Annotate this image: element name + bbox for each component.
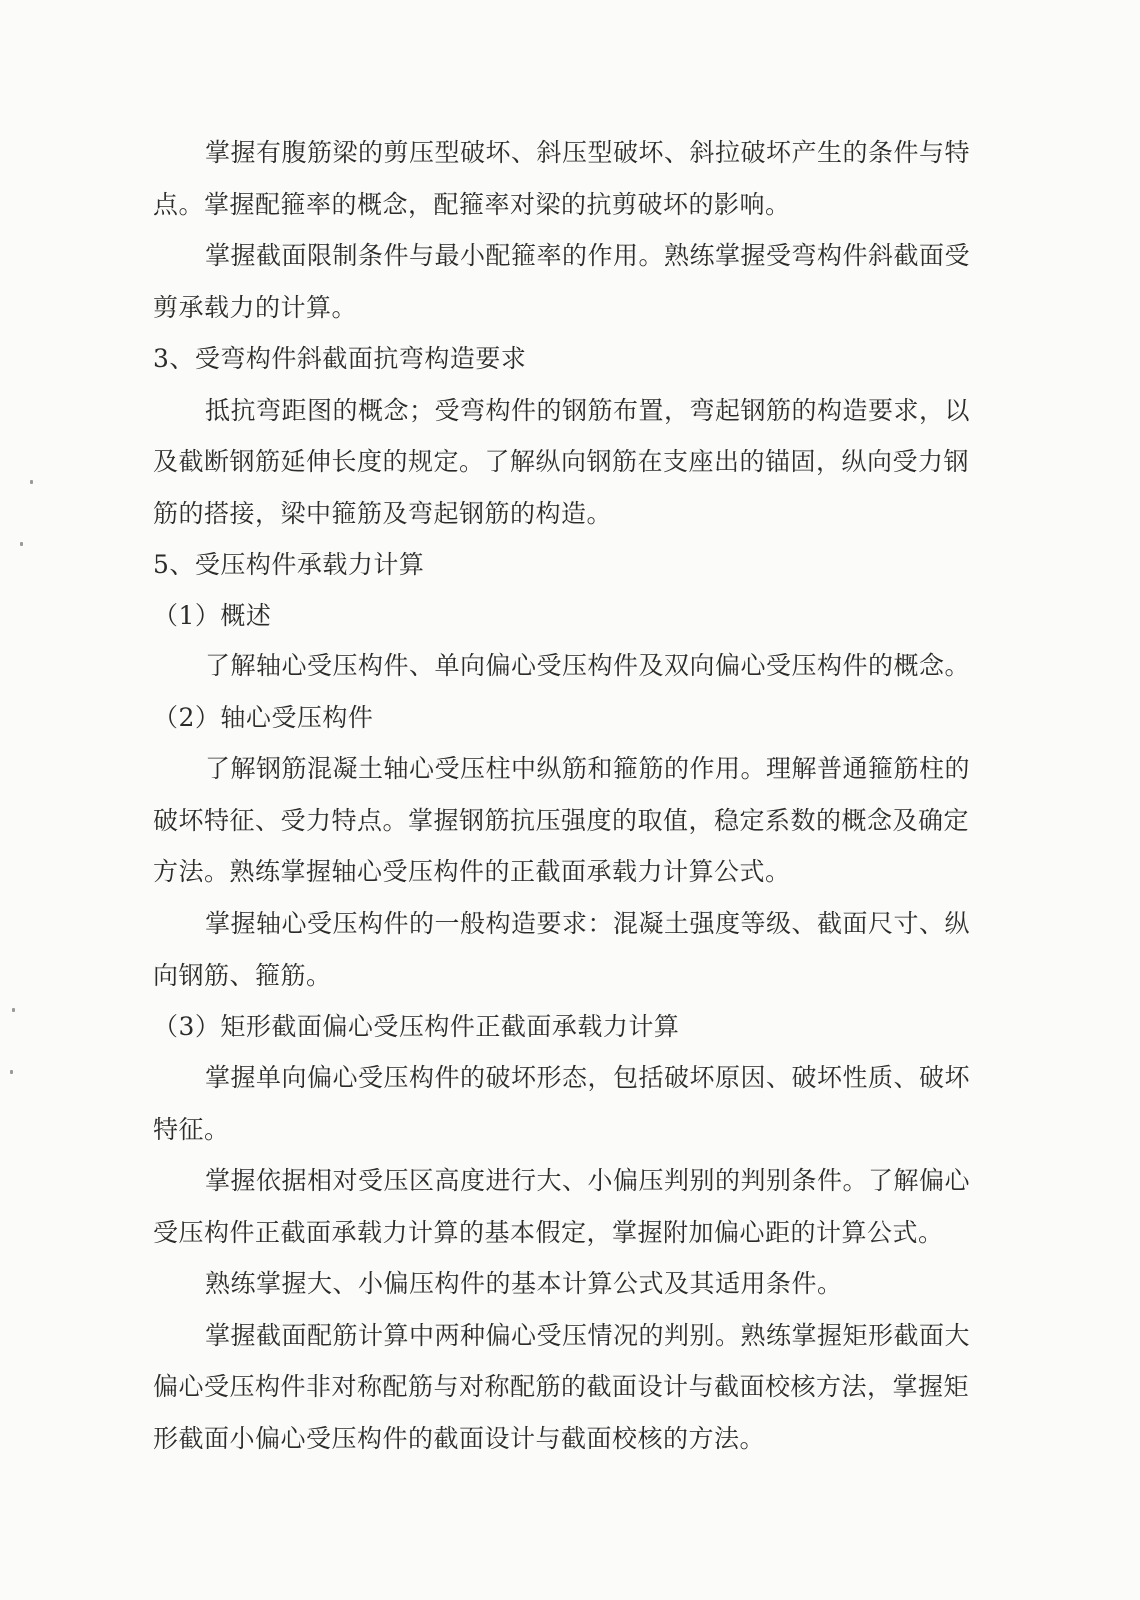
paragraph-line: 受压构件正截面承载力计算的基本假定，掌握附加偏心距的计算公式。 bbox=[153, 1218, 944, 1247]
paragraph-line: 向钢筋、箍筋。 bbox=[153, 961, 332, 990]
paragraph-line: 了解钢筋混凝土轴心受压柱中纵筋和箍筋的作用。理解普通箍筋柱的 bbox=[205, 754, 971, 783]
subsection-heading: （2）轴心受压构件 bbox=[153, 703, 374, 732]
paragraph-line: 点。掌握配箍率的概念，配箍率对梁的抗剪破坏的影响。 bbox=[153, 190, 791, 219]
scan-speck bbox=[10, 1070, 13, 1074]
section-heading: 5、受压构件承载力计算 bbox=[153, 550, 425, 579]
paragraph-line: 特征。 bbox=[153, 1115, 230, 1144]
paragraph-line: 抵抗弯距图的概念；受弯构件的钢筋布置，弯起钢筋的构造要求，以 bbox=[205, 396, 971, 425]
subsection-heading: （1）概述 bbox=[153, 601, 272, 630]
paragraph-line: 掌握截面限制条件与最小配箍率的作用。熟练掌握受弯构件斜截面受 bbox=[205, 241, 971, 270]
paragraph-line: 偏心受压构件非对称配筋与对称配筋的截面设计与截面校核方法，掌握矩 bbox=[153, 1372, 970, 1401]
scan-speck bbox=[20, 542, 23, 546]
paragraph-line: 掌握轴心受压构件的一般构造要求：混凝土强度等级、截面尺寸、纵 bbox=[205, 909, 971, 938]
paragraph-line: 及截断钢筋延伸长度的规定。了解纵向钢筋在支座出的锚固，纵向受力钢 bbox=[153, 447, 970, 476]
paragraph-line: 掌握依据相对受压区高度进行大、小偏压判别的判别条件。了解偏心 bbox=[205, 1166, 971, 1195]
paragraph-line: 掌握截面配筋计算中两种偏心受压情况的判别。熟练掌握矩形截面大 bbox=[205, 1321, 971, 1350]
paragraph-line: 剪承载力的计算。 bbox=[153, 293, 358, 322]
paragraph-line: 熟练掌握大、小偏压构件的基本计算公式及其适用条件。 bbox=[205, 1269, 843, 1298]
paragraph-line: 形截面小偏心受压构件的截面设计与截面校核的方法。 bbox=[153, 1424, 766, 1453]
paragraph-line: 方法。熟练掌握轴心受压构件的正截面承载力计算公式。 bbox=[153, 857, 791, 886]
scan-speck bbox=[12, 1008, 15, 1012]
section-heading: 3、受弯构件斜截面抗弯构造要求 bbox=[153, 344, 527, 373]
paragraph-line: 筋的搭接，梁中箍筋及弯起钢筋的构造。 bbox=[153, 499, 613, 528]
subsection-heading: （3）矩形截面偏心受压构件正截面承载力计算 bbox=[153, 1012, 680, 1041]
paragraph-line: 破坏特征、受力特点。掌握钢筋抗压强度的取值，稳定系数的概念及确定 bbox=[153, 806, 970, 835]
scan-speck bbox=[30, 480, 33, 484]
paragraph-line: 掌握单向偏心受压构件的破坏形态，包括破坏原因、破坏性质、破坏 bbox=[205, 1063, 971, 1092]
paragraph-line: 掌握有腹筋梁的剪压型破坏、斜压型破坏、斜拉破坏产生的条件与特 bbox=[205, 138, 971, 167]
paragraph-line: 了解轴心受压构件、单向偏心受压构件及双向偏心受压构件的概念。 bbox=[205, 651, 971, 680]
